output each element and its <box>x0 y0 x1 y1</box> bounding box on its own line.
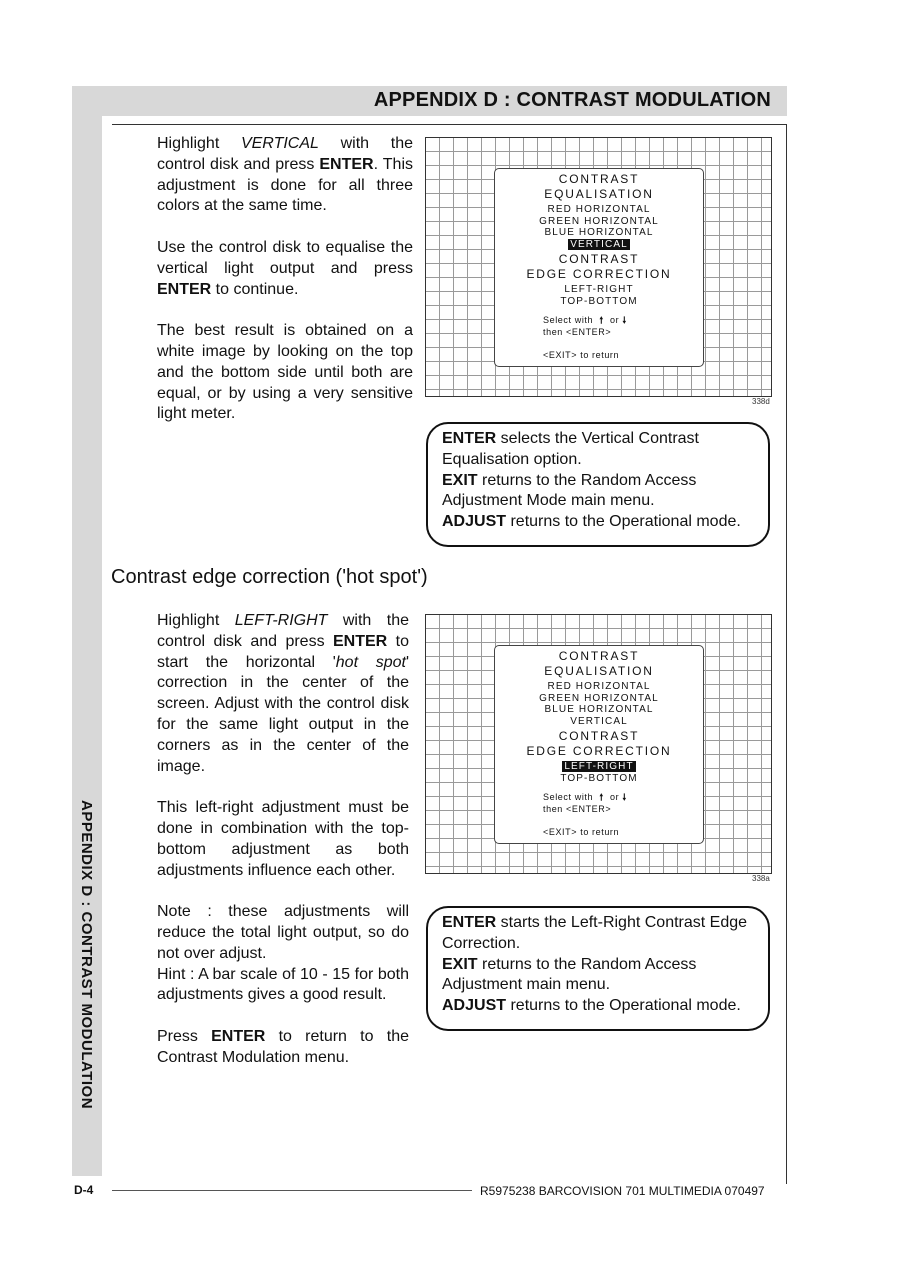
menu-heading: EQUALISATION <box>544 187 654 201</box>
menu-item-red-horizontal: RED HORIZONTAL <box>547 204 651 215</box>
menu-item-red-horizontal: RED HORIZONTAL <box>547 681 651 692</box>
menu-panel <box>494 168 704 367</box>
callout-line: EXIT returns to the Random Access Adjustment main menu. <box>442 955 697 994</box>
arrow-down-icon: 🠗 <box>622 315 627 325</box>
callout-line: ADJUST returns to the Operational mode. <box>442 513 741 531</box>
callout-line: ENTER starts the Left-Right Contrast Edge Correction. <box>442 914 748 952</box>
menu-heading: EQUALISATION <box>544 664 654 678</box>
menu-heading: CONTRAST <box>558 252 640 266</box>
right-rule <box>786 124 787 1184</box>
page-title: APPENDIX D : CONTRAST MODULATION <box>373 89 771 111</box>
menu-heading: EDGE CORRECTION <box>526 267 672 281</box>
paragraph: The best result is obtained on a white image by looking on the top and the bottom side until both are equal, or by using a very sensitive light meter. <box>157 322 413 423</box>
menu-heading: EDGE CORRECTION <box>526 744 672 758</box>
side-label: APPENDIX D : CONTRAST MODULATION <box>78 800 95 1110</box>
menu-instruction: then <ENTER> <box>543 326 612 337</box>
menu-instruction: Select with 🠕 or 🠗 <box>543 792 627 802</box>
arrow-up-icon: 🠕 <box>599 315 604 325</box>
menu-item-vertical: VERTICAL <box>570 238 628 250</box>
footer-doc-id: R5975238 BARCOVISION 701 MULTIMEDIA 070497 <box>480 1184 765 1198</box>
callout-line: EXIT returns to the Random Access Adjustment Mode main menu. <box>442 471 697 510</box>
callout-box <box>426 422 770 547</box>
callout-line: ENTER selects the Vertical Contrast Equalisation option. <box>442 430 699 468</box>
top-rule <box>112 124 787 125</box>
menu-item-green-horizontal: GREEN HORIZONTAL <box>539 692 659 704</box>
menu-item-top-bottom: TOP-BOTTOM <box>560 295 638 307</box>
menu-instruction: Select with 🠕 or 🠗 <box>543 315 627 325</box>
menu-item-left-right: LEFT-RIGHT <box>564 284 634 295</box>
figure-code: 338d <box>752 397 770 406</box>
menu-heading: CONTRAST <box>558 649 640 663</box>
paragraph: Note : these adjustments will reduce the total light output, so do not over adjust. Hint : A bar scale of 10 - 15 for both adjustments gives a good result. <box>157 903 409 1004</box>
arrow-down-icon: 🠗 <box>622 792 627 802</box>
paragraph: Press ENTER to return to the Contrast Modulation menu. <box>157 1027 409 1066</box>
menu-item-top-bottom: TOP-BOTTOM <box>560 772 638 784</box>
menu-item-blue-horizontal: BLUE HORIZONTAL <box>544 227 654 238</box>
menu-heading: CONTRAST <box>558 172 640 186</box>
header-bar <box>72 86 787 116</box>
menu-instruction: <EXIT> to return <box>543 827 620 837</box>
menu-item-green-horizontal: GREEN HORIZONTAL <box>539 215 659 227</box>
section-heading: Contrast edge correction ('hot spot') <box>111 566 428 588</box>
footer-rule <box>112 1190 472 1191</box>
callout-box <box>426 906 770 1031</box>
figure-code: 338a <box>752 874 770 883</box>
page-number: D-4 <box>74 1183 94 1197</box>
arrow-up-icon: 🠕 <box>599 792 604 802</box>
menu-instruction: <EXIT> to return <box>543 350 620 360</box>
menu-screen-figure <box>425 137 772 397</box>
paragraph: Highlight VERTICAL with the control disk and press ENTER. This adjustment is done for all three colors at the same time. <box>157 135 414 215</box>
menu-instruction: then <ENTER> <box>543 803 612 814</box>
menu-heading: CONTRAST <box>558 729 640 743</box>
section2-text <box>157 611 409 1089</box>
section1-text <box>157 134 413 446</box>
menu-panel <box>494 645 704 844</box>
paragraph: Highlight LEFT-RIGHT with the control disk and press ENTER to start the horizontal 'hot spot' correction in the center of the screen. Adjust with the control disk for the same light output in the corners as in the center of the image. <box>157 612 410 775</box>
paragraph: This left-right adjustment must be done in combination with the top-bottom adjustment as both adjustments influence each other. <box>157 799 409 879</box>
menu-item-blue-horizontal: BLUE HORIZONTAL <box>544 704 654 715</box>
callout-line: ADJUST returns to the Operational mode. <box>442 997 741 1015</box>
menu-item-left-right: LEFT-RIGHT <box>564 761 634 772</box>
paragraph: Use the control disk to equalise the vertical light output and press ENTER to continue. <box>157 238 413 298</box>
menu-item-vertical: VERTICAL <box>570 715 628 727</box>
menu-screen-figure <box>425 614 772 874</box>
